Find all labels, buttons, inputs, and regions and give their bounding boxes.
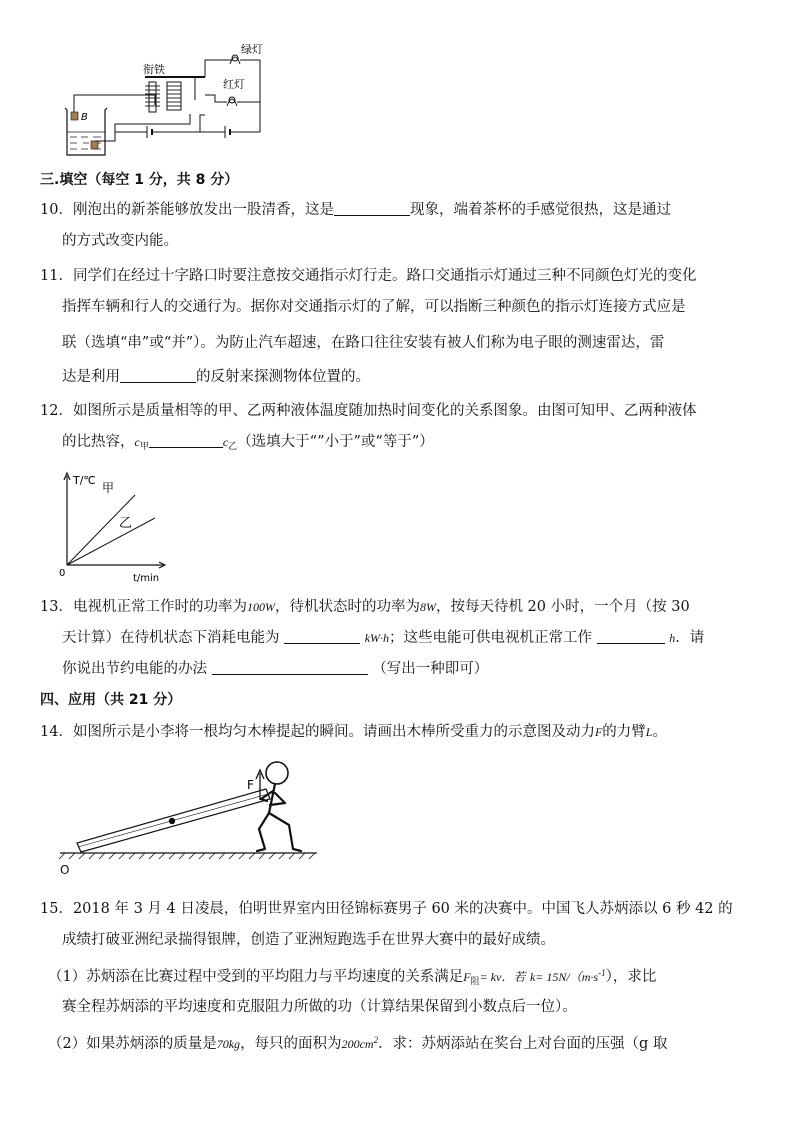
q15-part2-line1: （2）如果苏炳添的质量是70kg，每只的面积为$200cm^2$．求：苏炳添站在奖台上对台面的压强（g 取: [48, 1035, 668, 1052]
q13-line2: 天计算）在待机状态下消耗电能为 kW·h；这些电能可供电视机正常工作 h．请: [62, 630, 705, 646]
pivot-o-label: O: [60, 863, 70, 877]
q13-line1: 13．电视机正常工作时的功率为100W，待机状态时的功率为8W，按每天待机 20 小时，一个月（按 30: [40, 599, 690, 615]
q15-part1-line1: （1）苏炳添在比赛过程中受到的平均阻力与平均速度的关系满足$F_阻=$ kv．若 $k= 15N/(m\cdot s^{-1})$，求比: [48, 968, 657, 987]
q11-line4: 达是利用 的反射来探测物体位置的。: [62, 369, 370, 385]
graph-y-label: T/℃: [73, 474, 96, 487]
section-3-title: 三.填空（每空 1 分，共 8 分）: [40, 172, 239, 188]
q12-line1: 12．如图所示是质量相等的甲、乙两种液体温度随加热时间变化的关系图象。由图可知甲、乙两种液体: [40, 403, 697, 419]
graph-label-yi: 乙: [119, 516, 133, 531]
graph-origin: 0: [59, 568, 66, 579]
section-4-title: 四、应用（共 21 分）: [40, 692, 182, 708]
q10-line2: 的方式改变内能。: [62, 233, 178, 249]
graph-label-jia: 甲: [102, 481, 115, 495]
force-f-label: F: [247, 778, 254, 792]
temperature-time-graph: [55, 470, 175, 585]
q11-line2: 指挥车辆和行人的交通行为。据你对交通指示灯的了解，可以指断三种颜色的指示灯连接方式应是: [62, 299, 686, 315]
q13-blank-hours[interactable]: [597, 629, 665, 644]
q10-line1: 10．刚泡出的新茶能够放发出一股清香，这是 现象，端着茶杯的手感觉很热，这是通过: [40, 202, 671, 218]
q10-blank-1[interactable]: [334, 201, 410, 216]
q14-line1: 14．如图所示是小李将一根均匀木棒提起的瞬间。请画出木棒所受重力的示意图及动力F的力臂L。: [40, 724, 667, 740]
q11-blank-radar[interactable]: [120, 368, 196, 383]
stick-figure-lifting-rod: [55, 755, 325, 880]
q13-blank-method[interactable]: [212, 660, 368, 675]
label-b: B: [81, 112, 88, 123]
circuit-diagram: [55, 40, 275, 165]
q15-part1-line2: 赛全程苏炳添的平均速度和克服阻力所做的功（计算结果保留到小数点后一位）。: [62, 999, 577, 1015]
q13-blank-energy[interactable]: [284, 629, 360, 644]
q15-line1: 15．2018 年 3 月 4 日凌晨，伯明世界室内田径锦标赛男子 60 米的决赛中。中国飞人苏炳添以 6 秒 42 的: [40, 901, 733, 917]
q13-line3: 你说出节约电能的办法 （写出一种即可）: [62, 661, 489, 677]
label-armature: 衔铁: [143, 63, 165, 76]
graph-x-label: t/min: [133, 573, 160, 584]
q12-line2: 的比热容，$c_甲$ $c_乙$（选填大于“”小于”或“等于”）: [62, 434, 434, 452]
q12-blank-compare[interactable]: [149, 433, 223, 448]
q11-line3: 联（选填“串”或“并”）。为防止汽车超速，在路口往往安装有被人们称为电子眼的测速雷达，雷: [62, 335, 665, 351]
q15-line2: 成绩打破亚洲纪录揣得银牌，创造了亚洲短跑选手在世界大赛中的最好成绩。: [62, 932, 555, 948]
q11-line1: 11．同学们在经过十字路口时要注意按交通指示灯行走。路口交通指示灯通过三种不同颜色灯光的变化: [40, 268, 697, 284]
label-red-light: 红灯: [223, 78, 245, 91]
label-green-light: 绿灯: [241, 43, 263, 56]
